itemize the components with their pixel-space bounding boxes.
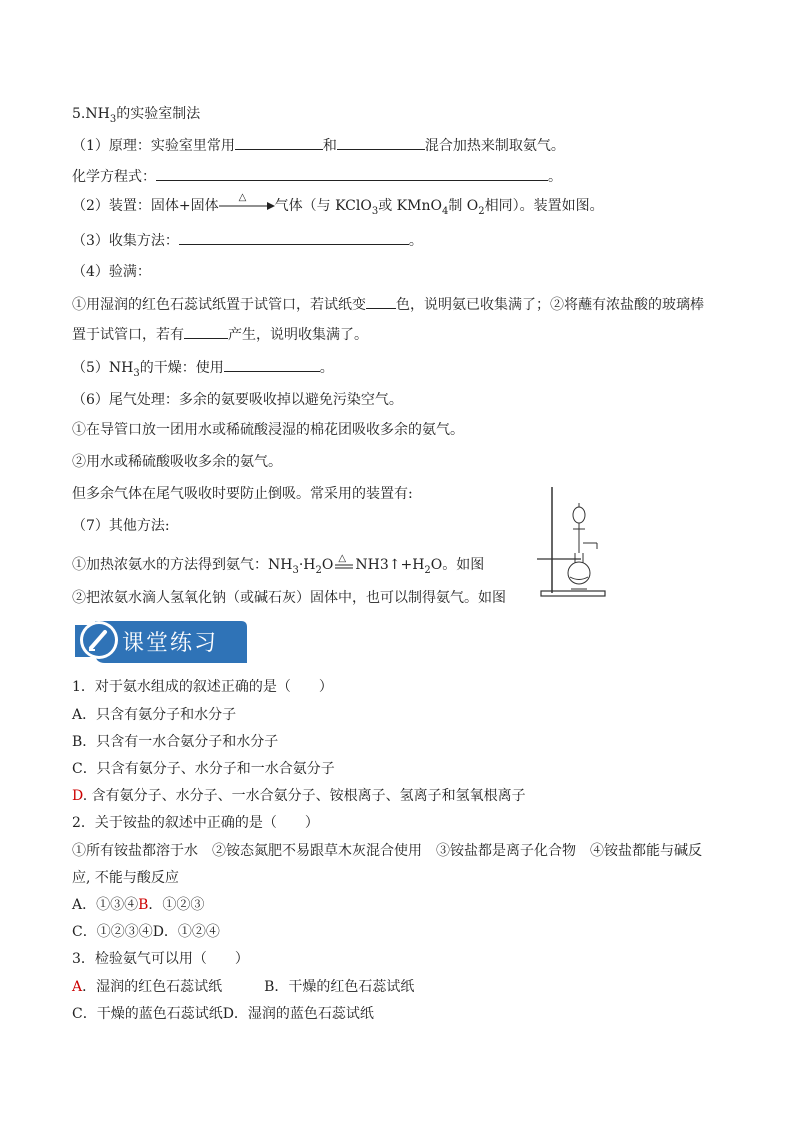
q1-option-c: C．只含有氨分子、水分子和一水合氨分子 [72,761,335,777]
p7a-mid: ·H [298,557,316,573]
section-title [72,104,200,130]
eq-end: 。 [548,169,562,185]
blank-2 [337,135,425,150]
other-methods: （7）其他方法: [72,518,170,534]
q2-options-cd: C．①②③④D．①②④ [72,924,220,940]
p4a-post: 色，说明氨已收集满了；②将蘸有浓盐酸的玻璃棒 [396,297,704,313]
q3-stem: 3．检验氨气可以用（ ） [72,951,249,967]
q1-option-b: B．只含有一水合氨分子和水分子 [72,734,279,750]
title-sub: 3 [109,113,117,125]
tail-gas-b: ②用水或稀硫酸吸收多余的氨气。 [72,454,282,470]
p1-mid: 和 [322,138,337,154]
q2-statements: ①所有铵盐都溶于水 ②铵态氮肥不易跟草木灰混合使用 ③铵盐都是离子化合物 ④铵盐都能与碱反 [72,843,702,859]
ammonia-apparatus-figure [535,485,610,600]
p2-sub3: 2 [478,205,485,217]
blank-1 [235,135,323,150]
q3-options-cd: C．干燥的蓝色石蕊试纸D．湿润的蓝色石蕊试纸 [72,1006,374,1022]
q3-options-ab [72,977,414,997]
q2-statements-cont: 应, 不能与酸反应 [72,870,179,886]
blank-dryer [224,357,320,372]
heat-equals [333,555,355,575]
p2-sub1: 3 [371,205,379,217]
arrow-icon [219,196,275,216]
tail-gas-a: ①在导管口放一团用水或稀硫酸浸湿的棉花团吸收多余的氨气。 [72,422,464,438]
equation-line [72,166,562,187]
banner-title: 课堂练习 [122,631,219,656]
dry-line [72,357,334,384]
other-method-a [72,555,484,581]
title-text-post: 的实验室制法 [116,106,201,122]
p7a-end: O。如图 [430,557,485,573]
p2-post-b: 或 KMnO [378,198,442,214]
blank-color [366,294,396,309]
blank-smoke [184,324,228,339]
tail-gas-c: 但多余气体在尾气吸收时要防止倒吸。常采用的装置有: [72,486,413,502]
title-text: 5.NH [72,106,110,122]
p3-pre: （3）收集方法： [72,233,179,249]
q1-answer-letter: D [72,788,83,804]
q1-option-d-text: . 含有氨分子、水分子、一水合氨分子、铵根离子、氢离子和氢氧根离子 [82,788,526,804]
q1-option-a: A．只含有氨分子和水分子 [72,707,237,723]
p5-sub: 3 [133,367,140,379]
q2-options-ab [72,895,204,915]
p2-post-a: 气体（与 KClO [274,198,372,214]
collection-line [72,230,423,251]
tail-gas-line: （6）尾气处理：多余的氨要吸收掉以避免污染空气。 [72,392,403,408]
p7a-sub1: 3 [292,564,299,576]
principle-line [72,135,565,156]
p7a-sub2: 2 [315,564,322,576]
q2-answer-letter: B [138,897,149,913]
check-line-2 [72,324,368,345]
p1-pre: （1）原理：实验室里常用 [72,138,235,154]
q2-option-b-text: ．①②③ [148,897,205,913]
q1-stem: 1．对于氨水组成的叙述正确的是（ ） [72,679,333,695]
q3-option-a-text: ．湿润的红色石蕊试纸 [82,979,223,995]
p4b-pre: 置于试管口，若有 [72,327,184,343]
p4b-post: 产生，说明收集满了。 [228,327,368,343]
p1-post: 混合加热来制取氨气。 [424,138,565,154]
check-heading: （4）验满： [72,264,151,280]
p7a-post: NH3↑+H [355,557,425,573]
blank-collection [179,230,409,245]
heat-triangle-icon: △ [238,192,247,203]
q2-stem: 2．关于铵盐的叙述中正确的是（ ） [72,815,319,831]
p7a-mid2: O [321,557,334,573]
p4a-pre: ①用湿润的红色石蕊试纸置于试管口，若试纸变 [72,297,366,313]
check-line-1 [72,294,704,315]
q1-option-d [72,786,526,806]
p7a-sub3: 2 [424,564,431,576]
p7a-pre: ①加热浓氨水的方法得到氨气：NH [72,557,293,573]
heat-arrow [219,192,275,216]
apparatus-line [72,192,604,222]
equals-icon [333,555,355,575]
p5-end: 。 [319,360,334,376]
q3-answer-letter: A [72,979,83,995]
p2-post-d: 相同）。装置如图。 [484,198,604,214]
blank-equation [156,166,548,181]
p2-pre: （2）装置：固体+固体 [72,198,219,214]
heat-triangle-icon-2: △ [338,553,347,564]
q2-option-a: A．①③④ [72,897,139,913]
p5-mid: 的干燥：使用 [139,360,224,376]
p3-end: 。 [408,233,423,249]
q3-option-b: B．干燥的红色石蕊试纸 [264,979,415,995]
other-method-b: ②把浓氨水滴人氢氧化钠（或碱石灰）固体中，也可以制得氨气。如图 [72,590,506,606]
p5-pre: （5）NH [72,360,134,376]
eq-label: 化学方程式： [72,169,156,185]
p2-post-c: 制 O [448,198,479,214]
p2-sub2: 4 [441,205,449,217]
